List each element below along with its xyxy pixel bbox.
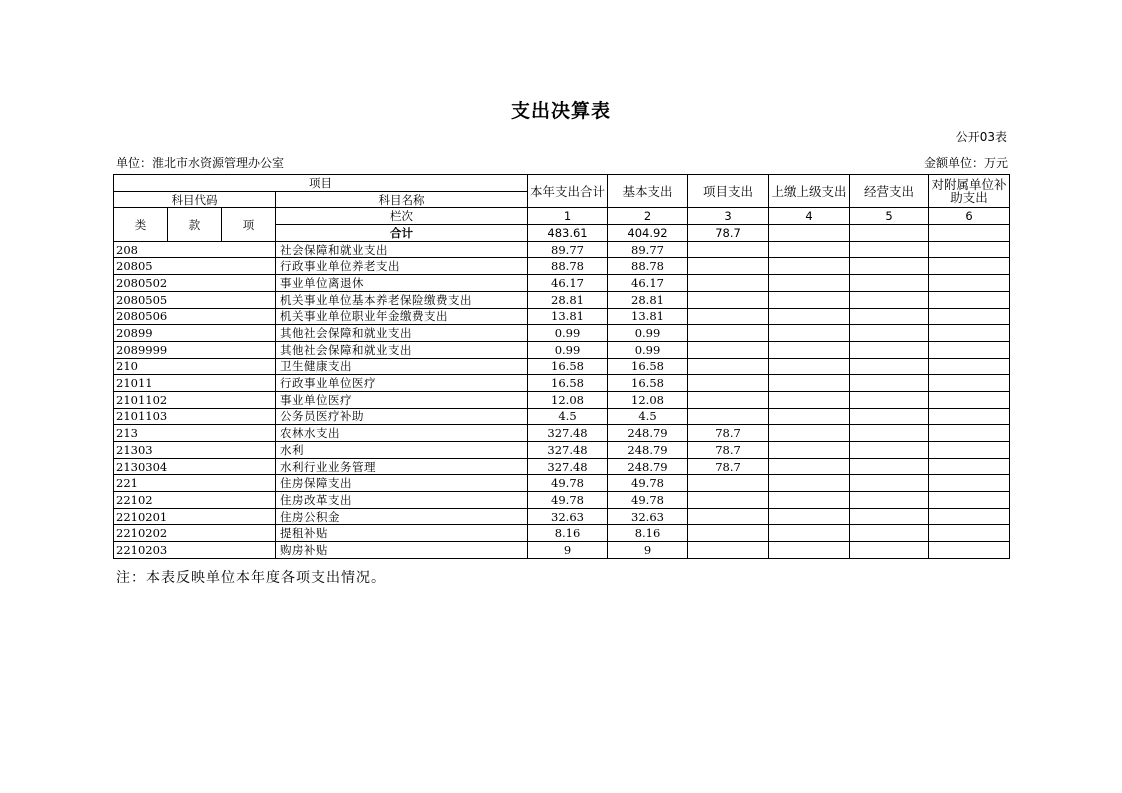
amount-cell bbox=[929, 525, 1010, 542]
amount-cell bbox=[688, 341, 769, 358]
amount-cell: 28.81 bbox=[528, 291, 608, 308]
subject-code: 2080502 bbox=[114, 275, 276, 292]
subject-code: 2101102 bbox=[114, 391, 276, 408]
amount-cell bbox=[769, 458, 850, 475]
subject-name: 水利行业业务管理 bbox=[276, 458, 528, 475]
amount-cell bbox=[929, 291, 1010, 308]
amount-cell: 0.99 bbox=[528, 325, 608, 342]
subject-name: 购房补贴 bbox=[276, 542, 528, 559]
header-col-subsidy: 对附属单位补助支出 bbox=[929, 175, 1010, 208]
col-num-3: 3 bbox=[688, 208, 769, 225]
total-value: 78.7 bbox=[688, 225, 769, 242]
table-row bbox=[114, 492, 1010, 509]
amount-cell bbox=[850, 391, 929, 408]
amount-cell bbox=[929, 275, 1010, 292]
amount-cell bbox=[850, 508, 929, 525]
amount-cell bbox=[769, 542, 850, 559]
table-row bbox=[114, 525, 1010, 542]
table-row bbox=[114, 425, 1010, 442]
table-row bbox=[114, 475, 1010, 492]
amount-cell bbox=[929, 475, 1010, 492]
header-col-basic: 基本支出 bbox=[608, 175, 688, 208]
subject-name: 住房保障支出 bbox=[276, 475, 528, 492]
subject-code: 213 bbox=[114, 425, 276, 442]
amount-cell: 12.08 bbox=[528, 391, 608, 408]
amount-cell bbox=[769, 308, 850, 325]
amount-cell bbox=[929, 458, 1010, 475]
amount-cell: 89.77 bbox=[608, 241, 688, 258]
amount-cell: 78.7 bbox=[688, 442, 769, 459]
subject-code: 20805 bbox=[114, 258, 276, 275]
page-title: 支出决算表 bbox=[510, 100, 611, 122]
subject-name: 机关事业单位基本养老保险缴费支出 bbox=[276, 291, 528, 308]
subject-code: 2210201 bbox=[114, 508, 276, 525]
amount-cell: 46.17 bbox=[608, 275, 688, 292]
amount-cell bbox=[850, 308, 929, 325]
amount-cell bbox=[769, 391, 850, 408]
subject-name: 卫生健康支出 bbox=[276, 358, 528, 375]
amount-cell bbox=[688, 258, 769, 275]
subject-name: 其他社会保障和就业支出 bbox=[276, 325, 528, 342]
amount-cell: 0.99 bbox=[608, 325, 688, 342]
amount-cell bbox=[929, 492, 1010, 509]
amount-cell bbox=[850, 275, 929, 292]
subject-name: 提租补贴 bbox=[276, 525, 528, 542]
subject-code: 2080505 bbox=[114, 291, 276, 308]
amount-cell bbox=[769, 341, 850, 358]
subject-code: 2210202 bbox=[114, 525, 276, 542]
amount-cell bbox=[929, 241, 1010, 258]
amount-cell: 32.63 bbox=[528, 508, 608, 525]
expenditure-table bbox=[113, 174, 1010, 559]
amount-cell bbox=[850, 492, 929, 509]
amount-cell bbox=[850, 341, 929, 358]
total-value bbox=[929, 225, 1010, 242]
amount-cell: 78.7 bbox=[688, 458, 769, 475]
table-row bbox=[114, 542, 1010, 559]
amount-cell: 32.63 bbox=[608, 508, 688, 525]
amount-cell bbox=[688, 492, 769, 509]
amount-cell bbox=[850, 375, 929, 392]
amount-cell: 4.5 bbox=[528, 408, 608, 425]
amount-cell: 9 bbox=[528, 542, 608, 559]
subject-name: 行政事业单位医疗 bbox=[276, 375, 528, 392]
header-col-project: 项目支出 bbox=[688, 175, 769, 208]
amount-cell bbox=[688, 275, 769, 292]
header-col-total: 本年支出合计 bbox=[528, 175, 608, 208]
amount-cell: 248.79 bbox=[608, 442, 688, 459]
amount-cell bbox=[769, 375, 850, 392]
footnote: 注：本表反映单位本年度各项支出情况。 bbox=[116, 570, 386, 586]
amount-cell: 16.58 bbox=[608, 358, 688, 375]
amount-cell bbox=[850, 525, 929, 542]
amount-cell bbox=[929, 391, 1010, 408]
amount-cell bbox=[929, 341, 1010, 358]
table-row bbox=[114, 458, 1010, 475]
amount-cell: 28.81 bbox=[608, 291, 688, 308]
total-value bbox=[769, 225, 850, 242]
amount-cell bbox=[850, 425, 929, 442]
amount-cell bbox=[769, 258, 850, 275]
subject-name: 社会保障和就业支出 bbox=[276, 241, 528, 258]
subject-name: 住房公积金 bbox=[276, 508, 528, 525]
amount-cell: 49.78 bbox=[528, 492, 608, 509]
amount-cell bbox=[929, 358, 1010, 375]
amount-cell bbox=[688, 325, 769, 342]
amount-cell bbox=[769, 442, 850, 459]
amount-cell: 88.78 bbox=[608, 258, 688, 275]
total-label: 合计 bbox=[276, 225, 528, 242]
amount-cell bbox=[769, 291, 850, 308]
table-row bbox=[114, 258, 1010, 275]
amount-cell bbox=[769, 358, 850, 375]
subject-code: 210 bbox=[114, 358, 276, 375]
amount-cell bbox=[769, 408, 850, 425]
form-code: 公开03表 bbox=[955, 130, 1007, 144]
subject-code: 2210203 bbox=[114, 542, 276, 559]
subject-code: 21011 bbox=[114, 375, 276, 392]
amount-cell bbox=[850, 542, 929, 559]
amount-unit: 金额单位：万元 bbox=[923, 156, 1008, 170]
subject-name: 事业单位医疗 bbox=[276, 391, 528, 408]
amount-cell: 16.58 bbox=[528, 358, 608, 375]
header-subject-name: 科目名称 bbox=[276, 191, 528, 208]
subject-code: 2130304 bbox=[114, 458, 276, 475]
amount-cell: 88.78 bbox=[528, 258, 608, 275]
subject-name: 机关事业单位职业年金缴费支出 bbox=[276, 308, 528, 325]
subject-name: 事业单位离退休 bbox=[276, 275, 528, 292]
amount-cell: 327.48 bbox=[528, 442, 608, 459]
total-value: 483.61 bbox=[528, 225, 608, 242]
amount-cell bbox=[850, 442, 929, 459]
amount-cell: 248.79 bbox=[608, 458, 688, 475]
amount-cell bbox=[850, 458, 929, 475]
subject-code: 2101103 bbox=[114, 408, 276, 425]
amount-cell bbox=[688, 241, 769, 258]
col-num-6: 6 bbox=[929, 208, 1010, 225]
table-row bbox=[114, 341, 1010, 358]
subject-name: 水利 bbox=[276, 442, 528, 459]
amount-cell bbox=[929, 425, 1010, 442]
amount-cell bbox=[929, 325, 1010, 342]
subject-code: 20899 bbox=[114, 325, 276, 342]
amount-cell: 49.78 bbox=[608, 492, 688, 509]
amount-cell: 49.78 bbox=[608, 475, 688, 492]
amount-cell bbox=[688, 525, 769, 542]
amount-cell bbox=[688, 291, 769, 308]
subject-code: 21303 bbox=[114, 442, 276, 459]
table-row bbox=[114, 275, 1010, 292]
amount-cell bbox=[929, 442, 1010, 459]
header-subject-code: 科目代码 bbox=[114, 191, 276, 208]
amount-cell bbox=[769, 425, 850, 442]
subject-code: 208 bbox=[114, 241, 276, 258]
amount-cell bbox=[769, 508, 850, 525]
amount-cell bbox=[850, 358, 929, 375]
amount-cell bbox=[769, 325, 850, 342]
amount-cell: 78.7 bbox=[688, 425, 769, 442]
col-num-1: 1 bbox=[528, 208, 608, 225]
amount-cell bbox=[929, 375, 1010, 392]
table-body bbox=[114, 175, 1010, 559]
amount-cell: 0.99 bbox=[528, 341, 608, 358]
col-num-5: 5 bbox=[850, 208, 929, 225]
subject-name: 其他社会保障和就业支出 bbox=[276, 341, 528, 358]
amount-cell bbox=[929, 542, 1010, 559]
header-col-operating: 经营支出 bbox=[850, 175, 929, 208]
amount-cell bbox=[688, 308, 769, 325]
amount-cell bbox=[769, 525, 850, 542]
amount-cell: 9 bbox=[608, 542, 688, 559]
table-row bbox=[114, 508, 1010, 525]
table-row bbox=[114, 358, 1010, 375]
subject-name: 住房改革支出 bbox=[276, 492, 528, 509]
amount-cell: 13.81 bbox=[608, 308, 688, 325]
subject-code: 2089999 bbox=[114, 341, 276, 358]
reporting-unit: 单位：淮北市水资源管理办公室 bbox=[116, 156, 285, 170]
amount-cell bbox=[688, 508, 769, 525]
amount-cell: 12.08 bbox=[608, 391, 688, 408]
amount-cell bbox=[688, 408, 769, 425]
amount-cell: 46.17 bbox=[528, 275, 608, 292]
subject-code: 221 bbox=[114, 475, 276, 492]
amount-cell bbox=[850, 241, 929, 258]
header-kuan: 款 bbox=[168, 208, 222, 241]
table-row bbox=[114, 408, 1010, 425]
table-row bbox=[114, 241, 1010, 258]
amount-cell: 4.5 bbox=[608, 408, 688, 425]
amount-cell bbox=[769, 275, 850, 292]
amount-cell bbox=[769, 241, 850, 258]
amount-cell bbox=[929, 408, 1010, 425]
table-row bbox=[114, 442, 1010, 459]
header-col-remit: 上缴上级支出 bbox=[769, 175, 850, 208]
subject-name: 公务员医疗补助 bbox=[276, 408, 528, 425]
amount-cell: 327.48 bbox=[528, 458, 608, 475]
header-lei: 类 bbox=[114, 208, 168, 241]
amount-cell bbox=[850, 258, 929, 275]
amount-cell: 16.58 bbox=[528, 375, 608, 392]
amount-cell bbox=[688, 358, 769, 375]
total-value: 404.92 bbox=[608, 225, 688, 242]
header-row-3 bbox=[114, 208, 1010, 225]
amount-cell bbox=[929, 308, 1010, 325]
header-item: 项目 bbox=[114, 175, 528, 192]
table-row bbox=[114, 308, 1010, 325]
subject-name: 行政事业单位养老支出 bbox=[276, 258, 528, 275]
table-row bbox=[114, 391, 1010, 408]
col-num-2: 2 bbox=[608, 208, 688, 225]
col-num-4: 4 bbox=[769, 208, 850, 225]
amount-cell bbox=[929, 258, 1010, 275]
subject-code: 22102 bbox=[114, 492, 276, 509]
total-value bbox=[850, 225, 929, 242]
amount-cell: 248.79 bbox=[608, 425, 688, 442]
amount-cell bbox=[850, 291, 929, 308]
amount-cell: 8.16 bbox=[528, 525, 608, 542]
table-row bbox=[114, 291, 1010, 308]
amount-cell: 49.78 bbox=[528, 475, 608, 492]
amount-cell: 327.48 bbox=[528, 425, 608, 442]
amount-cell bbox=[688, 542, 769, 559]
amount-cell bbox=[850, 325, 929, 342]
amount-cell bbox=[850, 408, 929, 425]
amount-cell bbox=[688, 391, 769, 408]
amount-cell bbox=[929, 508, 1010, 525]
table-row bbox=[114, 325, 1010, 342]
subject-name: 农林水支出 bbox=[276, 425, 528, 442]
amount-cell bbox=[688, 375, 769, 392]
amount-cell bbox=[769, 475, 850, 492]
amount-cell bbox=[769, 492, 850, 509]
header-row-1 bbox=[114, 175, 1010, 192]
subject-code: 2080506 bbox=[114, 308, 276, 325]
amount-cell bbox=[688, 475, 769, 492]
amount-cell: 16.58 bbox=[608, 375, 688, 392]
amount-cell bbox=[850, 475, 929, 492]
header-lanci: 栏次 bbox=[276, 208, 528, 225]
amount-cell: 89.77 bbox=[528, 241, 608, 258]
amount-cell: 8.16 bbox=[608, 525, 688, 542]
table-row bbox=[114, 375, 1010, 392]
header-xiang: 项 bbox=[222, 208, 276, 241]
amount-cell: 0.99 bbox=[608, 341, 688, 358]
amount-cell: 13.81 bbox=[528, 308, 608, 325]
